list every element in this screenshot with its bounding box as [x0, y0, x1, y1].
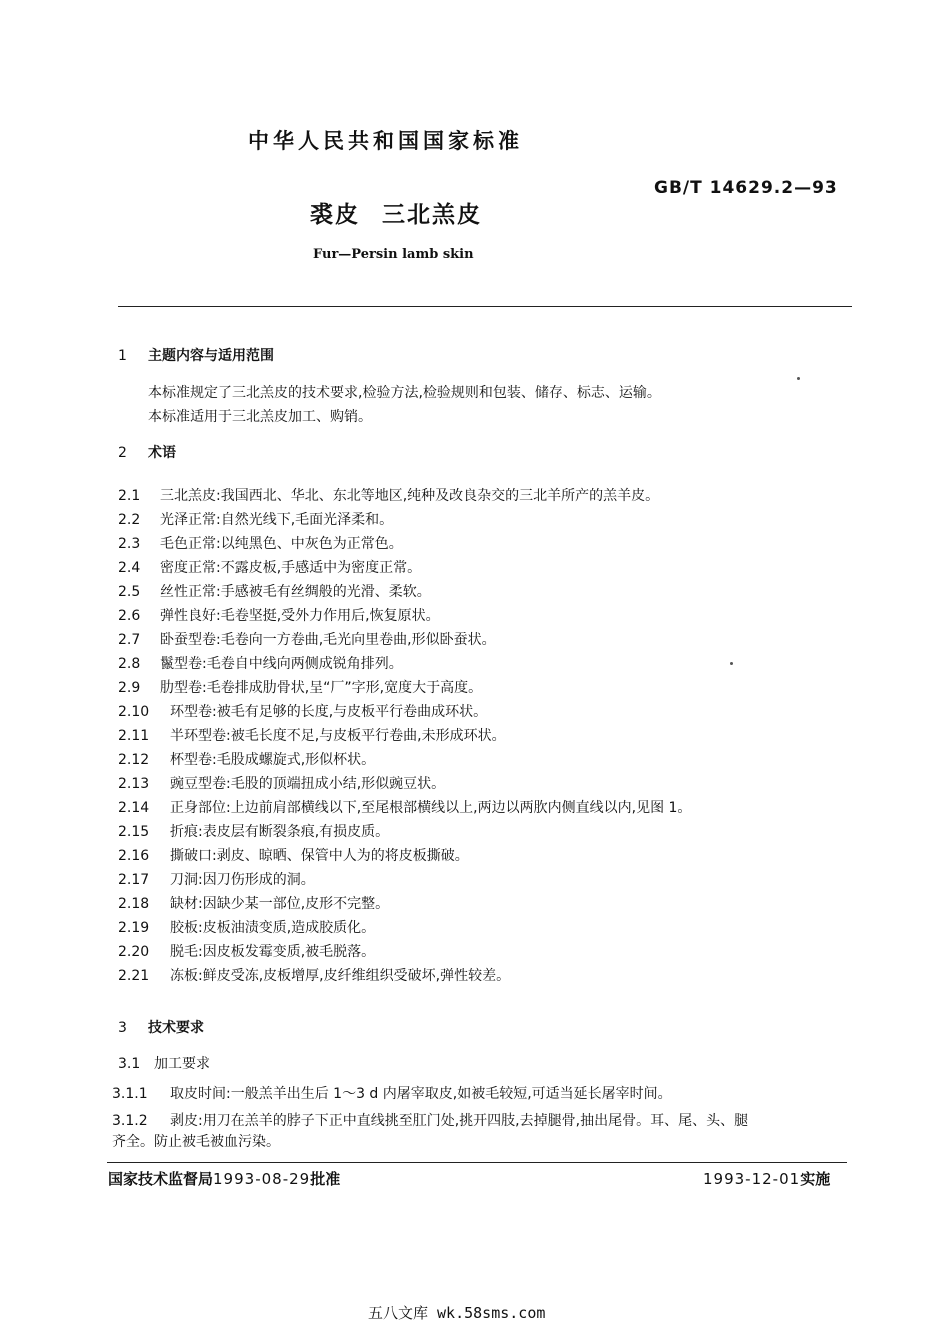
definition-text: 刀洞:因刀伤形成的洞。 [170, 872, 315, 888]
definition-number: 2.7 [118, 632, 141, 648]
definition-text: 环型卷:被毛有足够的长度,与皮板平行卷曲成环状。 [170, 704, 488, 720]
definition-number: 2.6 [118, 608, 141, 624]
definition-item [118, 917, 375, 937]
definition-item [118, 677, 482, 697]
definition-number: 2.13 [118, 776, 150, 792]
approve-label: 批准 [310, 1170, 341, 1188]
effective-label: 实施 [800, 1170, 831, 1188]
paragraph: 本标准适用于三北羔皮加工、购销。 [148, 409, 372, 425]
header-divider [118, 306, 852, 307]
definition-item [118, 485, 659, 505]
definition-item [118, 821, 389, 841]
subsection-number: 3.1 [118, 1056, 141, 1072]
definition-text: 缺材:因缺少某一部位,皮形不完整。 [170, 896, 390, 912]
definition-number: 2.10 [118, 704, 150, 720]
definition-text: 折痕:表皮层有断裂条痕,有损皮质。 [170, 824, 390, 840]
section-title: 术语 [148, 445, 176, 461]
definition-item [118, 965, 510, 985]
clause-text: 取皮时间:一般羔羊出生后 1～3 d 内屠宰取皮,如被毛较短,可适当延长屠宰时间。 [170, 1086, 672, 1102]
definition-item [118, 653, 403, 673]
watermark: 五八文库 wk.58sms.com [368, 1304, 546, 1322]
definition-number: 2.8 [118, 656, 141, 672]
definition-text: 豌豆型卷:毛股的顶端扭成小结,形似豌豆状。 [170, 776, 446, 792]
definition-number: 2.12 [118, 752, 150, 768]
clause-item [112, 1083, 672, 1103]
definition-number: 2.5 [118, 584, 141, 600]
title-part-2: 三北羔皮 [382, 202, 482, 228]
definition-item [118, 773, 445, 793]
definition-item [118, 797, 691, 817]
definition-text: 正身部位:上边前肩部横线以下,至尾根部横线以上,两边以两肷内侧直线以内,见图 1。 [170, 800, 692, 816]
definition-number: 2.14 [118, 800, 150, 816]
standard-category: 中华人民共和国国家标准 [248, 129, 523, 153]
section-title: 主题内容与适用范围 [148, 348, 274, 364]
definition-number: 2.3 [118, 536, 141, 552]
definition-item [118, 509, 393, 529]
definition-text: 光泽正常:自然光线下,毛面光泽柔和。 [160, 512, 394, 528]
scan-speck [797, 377, 800, 380]
section-number: 1 [118, 348, 127, 364]
effective-date: 1993-12-01 [703, 1170, 801, 1188]
definition-text: 卧蚕型卷:毛卷向一方卷曲,毛光向里卷曲,形似卧蚕状。 [160, 632, 496, 648]
definition-text: 鬣型卷:毛卷自中线向两侧成锐角排列。 [160, 656, 403, 672]
section-title: 技术要求 [148, 1020, 204, 1036]
definition-item [118, 869, 315, 889]
effective-info [703, 1168, 830, 1189]
definition-number: 2.4 [118, 560, 141, 576]
definition-number: 2.17 [118, 872, 150, 888]
section-1-heading [118, 345, 274, 365]
standard-code: GB/T 14629.2—93 [654, 178, 838, 198]
clause-continuation: 齐全。防止被毛被血污染。 [112, 1134, 280, 1150]
definition-number: 2.19 [118, 920, 150, 936]
definition-item [118, 629, 496, 649]
definition-text: 三北羔皮:我国西北、华北、东北等地区,纯种及改良杂交的三北羊所产的羔羊皮。 [160, 488, 660, 504]
definition-text: 肋型卷:毛卷排成肋骨状,呈“厂”字形,宽度大于高度。 [160, 680, 483, 696]
document-title [310, 196, 482, 229]
definition-item [118, 557, 421, 577]
definition-item [118, 581, 431, 601]
scan-speck [730, 662, 733, 665]
definition-item [118, 893, 389, 913]
clause-number: 3.1.2 [112, 1113, 148, 1129]
subsection-title: 加工要求 [154, 1056, 210, 1072]
definition-text: 撕破口:剥皮、晾晒、保管中人为的将皮板撕破。 [170, 848, 469, 864]
definition-item [118, 725, 506, 745]
clause-item [112, 1110, 748, 1130]
footer-divider [107, 1162, 847, 1163]
definition-text: 胶板:皮板油渍变质,造成胶质化。 [170, 920, 376, 936]
definition-text: 半环型卷:被毛长度不足,与皮板平行卷曲,未形成环状。 [170, 728, 506, 744]
title-part-1: 裘皮 [310, 202, 360, 228]
definition-text: 冻板:鲜皮受冻,皮板增厚,皮纤维组织受破坏,弹性较差。 [170, 968, 511, 984]
section-3-heading [118, 1017, 204, 1037]
issuer: 国家技术监督局 [108, 1170, 214, 1188]
definition-number: 2.15 [118, 824, 150, 840]
section-number: 2 [118, 445, 127, 461]
clause-text: 剥皮:用刀在羔羊的脖子下正中直线挑至肛门处,挑开四肢,去掉腿骨,抽出尾骨。耳、尾、头、腿 [170, 1113, 749, 1129]
section-2-heading [118, 442, 176, 462]
approve-date: 1993-08-29 [213, 1170, 311, 1188]
definition-number: 2.21 [118, 968, 150, 984]
subsection-heading [118, 1053, 210, 1073]
definition-text: 杯型卷:毛股成螺旋式,形似杯状。 [170, 752, 376, 768]
definition-number: 2.16 [118, 848, 150, 864]
definition-number: 2.20 [118, 944, 150, 960]
definition-number: 2.11 [118, 728, 150, 744]
definition-text: 丝性正常:手感被毛有丝绸般的光滑、柔软。 [160, 584, 431, 600]
definition-item [118, 749, 375, 769]
definition-item [118, 941, 375, 961]
definition-number: 2.2 [118, 512, 141, 528]
definition-item [118, 701, 487, 721]
approval-info [108, 1168, 340, 1189]
definition-text: 密度正常:不露皮板,手感适中为密度正常。 [160, 560, 422, 576]
paragraph: 本标准规定了三北羔皮的技术要求,检验方法,检验规则和包装、储存、标志、运输。 [148, 385, 661, 401]
definition-text: 毛色正常:以纯黑色、中灰色为正常色。 [160, 536, 403, 552]
definition-number: 2.18 [118, 896, 150, 912]
definition-item [118, 605, 440, 625]
definition-text: 脱毛:因皮板发霉变质,被毛脱落。 [170, 944, 376, 960]
english-title: Fur—Persin lamb skin [313, 247, 474, 262]
clause-number: 3.1.1 [112, 1086, 148, 1102]
definition-item [118, 845, 469, 865]
definition-item [118, 533, 403, 553]
section-number: 3 [118, 1020, 127, 1036]
definition-number: 2.9 [118, 680, 141, 696]
definition-text: 弹性良好:毛卷坚挺,受外力作用后,恢复原状。 [160, 608, 440, 624]
definition-number: 2.1 [118, 488, 141, 504]
